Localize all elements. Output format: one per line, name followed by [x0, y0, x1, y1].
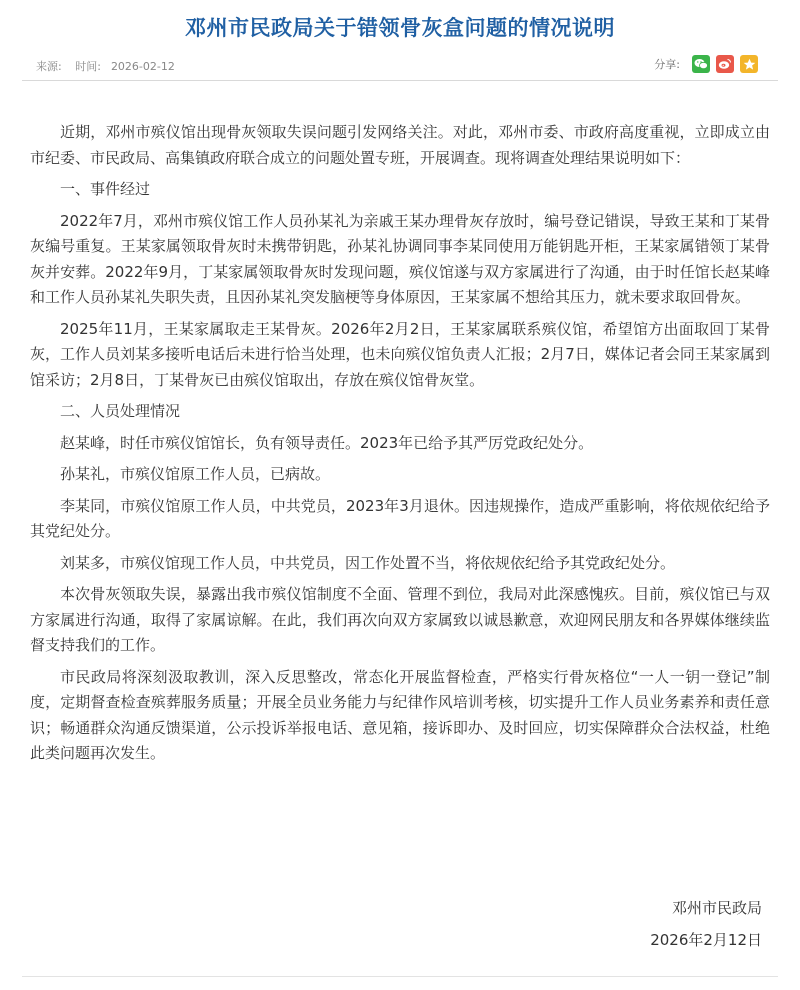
section-heading-2: 二、人员处理情况	[60, 402, 181, 420]
weibo-icon	[718, 58, 732, 70]
paragraph-intro: 近期，邓州市殡仪馆出现骨灰领取失误问题引发网络关注。对此，邓州市委、市政府高度重视，立即成立由市纪委、市民政局、高集镇政府联合成立的问题处置专班，开展调查。现将调查处理结果说明如下：	[30, 123, 770, 167]
publish-date: 2026-02-12	[110, 60, 175, 73]
header-divider	[22, 80, 778, 81]
wechat-share-button[interactable]	[692, 55, 710, 73]
paragraph: 2025年11月，王某家属取走王某骨灰。2026年2月2日，王某家属联系殡仪馆，希望馆方出面取回丁某骨灰，工作人员刘某多接听电话后未进行恰当处理，也未向殡仪馆负责人汇报；2月7日，媒体记者会同王某家属到馆采访；2月8日，丁某骨灰已由殡仪馆取出，存放在殡仪馆骨灰堂。	[30, 319, 770, 389]
signature-block	[650, 892, 762, 956]
paragraph: 市民政局将深刻汲取教训，深入反思整改，常态化开展监督检查，严格实行骨灰格位“一人一钥一登记”制度，定期督查检查殡葬服务质量；开展全员业务能力与纪律作风培训考核，切实提升工作人员业务素养和责任意识；畅通群众沟通反馈渠道，公示投诉举报电话、意见箱，接诉即办、及时回应，切实保障群众合法权益，杜绝此类问题再次发生。	[30, 667, 770, 762]
source-label: 来源:	[36, 60, 62, 73]
star-icon	[743, 58, 756, 71]
share-bar	[654, 55, 758, 73]
paragraph: 李某同，市殡仪馆原工作人员，中共党员，2023年3月退休。因违规操作，造成严重影响，将依规依纪给予其党纪处分。	[30, 496, 770, 540]
section-heading-1: 一、事件经过	[60, 180, 151, 198]
page-title: 邓州市民政局关于错领骨灰盒问题的情况说明	[185, 16, 615, 40]
time-label: 时间:	[75, 60, 101, 73]
paragraph: 赵某峰，时任市殡仪馆馆长，负有领导责任。2023年已给予其严厉党政纪处分。	[60, 433, 594, 452]
weibo-share-button[interactable]	[716, 55, 734, 73]
paragraph: 孙某礼，市殡仪馆原工作人员，已病故。	[60, 465, 331, 483]
signature-date: 2026年2月12日	[650, 931, 762, 949]
article-body	[30, 120, 770, 773]
paragraph: 刘某多，市殡仪馆现工作人员，中共党员，因工作处置不当，将依规依纪给予其党政纪处分。	[60, 553, 676, 572]
footer-divider	[22, 976, 778, 977]
wechat-icon	[694, 58, 708, 70]
signature-org: 邓州市民政局	[671, 899, 762, 917]
paragraph: 2022年7月，邓州市殡仪馆工作人员孙某礼为亲戚王某办理骨灰存放时，编号登记错误，导致王某和丁某骨灰编号重复。王某家属领取骨灰时未携带钥匙，孙某礼协调同事李某同使用万能钥匙开柜，王某家属错领丁某骨灰并安葬。2022年9月，丁某家属领取骨灰时发现问题，殡仪馆遂与双方家属进行了沟通，由于时任馆长赵某峰和工作人员孙某礼失职失责，且因孙某礼突发脑梗等身体原因，王某家属不想给其压力，就未要求取回骨灰。	[30, 211, 770, 306]
qzone-share-button[interactable]	[740, 55, 758, 73]
article-meta	[36, 58, 185, 74]
share-label: 分享:	[654, 58, 680, 71]
paragraph: 本次骨灰领取失误，暴露出我市殡仪馆制度不全面、管理不到位，我局对此深感愧疚。目前，殡仪馆已与双方家属进行沟通，取得了家属谅解。在此，我们再次向双方家属致以诚恳歉意，欢迎网民朋友和各界媒体继续监督支持我们的工作。	[30, 585, 770, 654]
